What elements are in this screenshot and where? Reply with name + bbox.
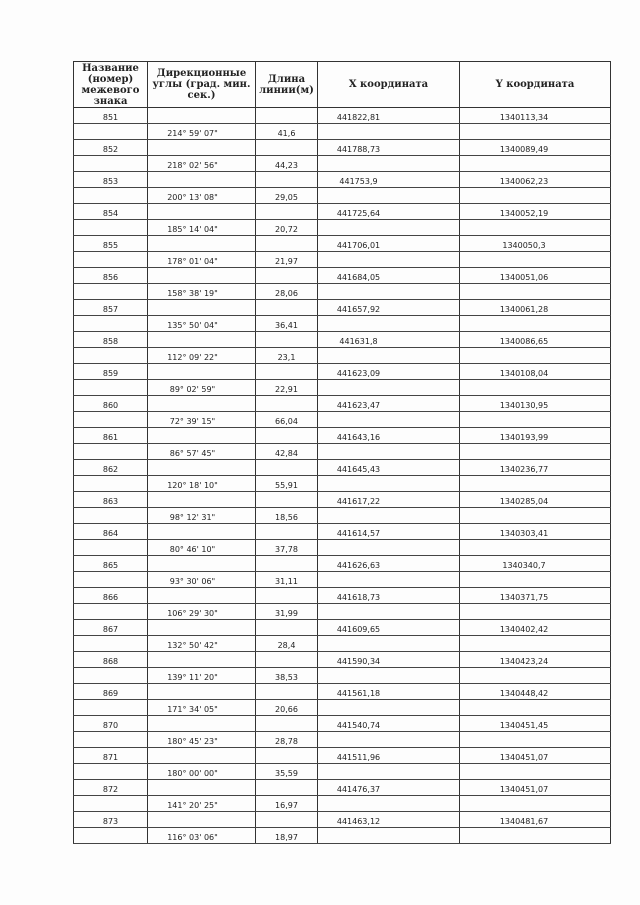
empty-cell — [460, 636, 611, 652]
line-length: 18,97 — [256, 828, 318, 844]
y-coordinate: 1340089,49 — [460, 140, 611, 156]
line-length: 55,91 — [256, 476, 318, 492]
empty-cell — [148, 524, 256, 540]
direction-angle: 180° 00' 00" — [148, 764, 256, 780]
empty-cell — [318, 252, 460, 268]
mark-name: 869 — [74, 684, 148, 700]
empty-cell — [74, 188, 148, 204]
empty-cell — [318, 476, 460, 492]
empty-cell — [318, 284, 460, 300]
empty-cell — [74, 444, 148, 460]
table-row — [74, 236, 611, 252]
table-row — [74, 348, 611, 364]
empty-cell — [318, 572, 460, 588]
line-length: 31,99 — [256, 604, 318, 620]
empty-cell — [148, 204, 256, 220]
table-body — [74, 108, 611, 844]
direction-angle: 98° 12' 31" — [148, 508, 256, 524]
empty-cell — [256, 524, 318, 540]
mark-name: 851 — [74, 108, 148, 124]
empty-cell — [460, 380, 611, 396]
empty-cell — [74, 380, 148, 396]
empty-cell — [148, 652, 256, 668]
x-coordinate: 441623,47 — [318, 396, 460, 412]
empty-cell — [74, 668, 148, 684]
empty-cell — [318, 828, 460, 844]
table-row — [74, 300, 611, 316]
header-y-coordinate: Y координата — [460, 62, 611, 108]
empty-cell — [318, 380, 460, 396]
empty-cell — [74, 604, 148, 620]
header-x-coordinate: X координата — [318, 62, 460, 108]
line-length: 28,06 — [256, 284, 318, 300]
empty-cell — [74, 284, 148, 300]
empty-cell — [256, 780, 318, 796]
y-coordinate: 1340193,99 — [460, 428, 611, 444]
empty-cell — [256, 556, 318, 572]
header-direction-angle: Дирекционные углы (град. мин. сек.) — [148, 62, 256, 108]
table-row — [74, 268, 611, 284]
empty-cell — [148, 428, 256, 444]
mark-name: 865 — [74, 556, 148, 572]
empty-cell — [318, 636, 460, 652]
line-length: 28,78 — [256, 732, 318, 748]
direction-angle: 158° 38' 19" — [148, 284, 256, 300]
empty-cell — [256, 396, 318, 412]
table-row — [74, 492, 611, 508]
mark-name: 860 — [74, 396, 148, 412]
table-row — [74, 364, 611, 380]
mark-name: 857 — [74, 300, 148, 316]
empty-cell — [256, 588, 318, 604]
empty-cell — [460, 668, 611, 684]
empty-cell — [460, 284, 611, 300]
empty-cell — [460, 156, 611, 172]
empty-cell — [256, 428, 318, 444]
empty-cell — [148, 236, 256, 252]
empty-cell — [318, 508, 460, 524]
empty-cell — [256, 748, 318, 764]
x-coordinate: 441643,16 — [318, 428, 460, 444]
y-coordinate: 1340062,23 — [460, 172, 611, 188]
table-row — [74, 588, 611, 604]
empty-cell — [148, 300, 256, 316]
direction-angle: 218° 02' 56" — [148, 156, 256, 172]
table-row — [74, 380, 611, 396]
direction-angle: 178° 01' 04" — [148, 252, 256, 268]
empty-cell — [148, 268, 256, 284]
empty-cell — [148, 396, 256, 412]
empty-cell — [318, 700, 460, 716]
table-row — [74, 652, 611, 668]
empty-cell — [256, 652, 318, 668]
x-coordinate: 441618,73 — [318, 588, 460, 604]
y-coordinate: 1340451,45 — [460, 716, 611, 732]
empty-cell — [74, 636, 148, 652]
table-row — [74, 684, 611, 700]
line-length: 41,6 — [256, 124, 318, 140]
table-row — [74, 332, 611, 348]
y-coordinate: 1340050,3 — [460, 236, 611, 252]
empty-cell — [256, 364, 318, 380]
table-row — [74, 428, 611, 444]
mark-name: 854 — [74, 204, 148, 220]
x-coordinate: 441684,05 — [318, 268, 460, 284]
empty-cell — [148, 716, 256, 732]
line-length: 18,56 — [256, 508, 318, 524]
direction-angle: 80° 46' 10" — [148, 540, 256, 556]
table-row — [74, 124, 611, 140]
table-row — [74, 796, 611, 812]
empty-cell — [460, 220, 611, 236]
direction-angle: 180° 45' 23" — [148, 732, 256, 748]
line-length: 16,97 — [256, 796, 318, 812]
empty-cell — [460, 188, 611, 204]
table-row — [74, 828, 611, 844]
x-coordinate: 441609,65 — [318, 620, 460, 636]
empty-cell — [460, 508, 611, 524]
empty-cell — [148, 748, 256, 764]
empty-cell — [318, 668, 460, 684]
y-coordinate: 1340340,7 — [460, 556, 611, 572]
empty-cell — [256, 460, 318, 476]
y-coordinate: 1340086,65 — [460, 332, 611, 348]
header-mark-name: Название (номер) межевого знака — [74, 62, 148, 108]
line-length: 31,11 — [256, 572, 318, 588]
empty-cell — [318, 348, 460, 364]
empty-cell — [74, 508, 148, 524]
direction-angle: 139° 11' 20" — [148, 668, 256, 684]
empty-cell — [74, 252, 148, 268]
x-coordinate: 441626,63 — [318, 556, 460, 572]
line-length: 23,1 — [256, 348, 318, 364]
table-row — [74, 252, 611, 268]
empty-cell — [148, 172, 256, 188]
x-coordinate: 441614,57 — [318, 524, 460, 540]
table-row — [74, 556, 611, 572]
line-length: 22,91 — [256, 380, 318, 396]
table-row — [74, 108, 611, 124]
empty-cell — [74, 412, 148, 428]
table-row — [74, 396, 611, 412]
empty-cell — [148, 588, 256, 604]
direction-angle: 135° 50' 04" — [148, 316, 256, 332]
header-line-length: Длина линии(м) — [256, 62, 318, 108]
x-coordinate: 441725,64 — [318, 204, 460, 220]
empty-cell — [148, 620, 256, 636]
empty-cell — [74, 156, 148, 172]
empty-cell — [318, 764, 460, 780]
y-coordinate: 1340423,24 — [460, 652, 611, 668]
direction-angle: 141° 20' 25" — [148, 796, 256, 812]
x-coordinate: 441511,96 — [318, 748, 460, 764]
y-coordinate: 1340051,06 — [460, 268, 611, 284]
empty-cell — [460, 572, 611, 588]
line-length: 37,78 — [256, 540, 318, 556]
y-coordinate: 1340448,42 — [460, 684, 611, 700]
direction-angle: 200° 13' 08" — [148, 188, 256, 204]
mark-name: 861 — [74, 428, 148, 444]
empty-cell — [148, 492, 256, 508]
empty-cell — [74, 316, 148, 332]
y-coordinate: 1340113,34 — [460, 108, 611, 124]
table-row — [74, 620, 611, 636]
y-coordinate: 1340052,19 — [460, 204, 611, 220]
empty-cell — [460, 604, 611, 620]
empty-cell — [74, 476, 148, 492]
line-length: 21,97 — [256, 252, 318, 268]
empty-cell — [318, 188, 460, 204]
direction-angle: 132° 50' 42" — [148, 636, 256, 652]
direction-angle: 106° 29' 30" — [148, 604, 256, 620]
empty-cell — [256, 204, 318, 220]
direction-angle: 214° 59' 07" — [148, 124, 256, 140]
empty-cell — [460, 764, 611, 780]
x-coordinate: 441540,74 — [318, 716, 460, 732]
x-coordinate: 441753,9 — [318, 172, 460, 188]
empty-cell — [318, 796, 460, 812]
empty-cell — [460, 540, 611, 556]
line-length: 44,23 — [256, 156, 318, 172]
mark-name: 866 — [74, 588, 148, 604]
empty-cell — [148, 684, 256, 700]
empty-cell — [256, 172, 318, 188]
empty-cell — [460, 252, 611, 268]
line-length: 36,41 — [256, 316, 318, 332]
x-coordinate: 441631,8 — [318, 332, 460, 348]
empty-cell — [148, 460, 256, 476]
x-coordinate: 441623,09 — [318, 364, 460, 380]
table-row — [74, 476, 611, 492]
x-coordinate: 441822,81 — [318, 108, 460, 124]
table-row — [74, 700, 611, 716]
empty-cell — [460, 348, 611, 364]
line-length: 28,4 — [256, 636, 318, 652]
table-row — [74, 668, 611, 684]
mark-name: 871 — [74, 748, 148, 764]
empty-cell — [74, 540, 148, 556]
mark-name: 870 — [74, 716, 148, 732]
empty-cell — [148, 332, 256, 348]
x-coordinate: 441788,73 — [318, 140, 460, 156]
y-coordinate: 1340236,77 — [460, 460, 611, 476]
table-row — [74, 220, 611, 236]
x-coordinate: 441463,12 — [318, 812, 460, 828]
empty-cell — [460, 476, 611, 492]
mark-name: 863 — [74, 492, 148, 508]
empty-cell — [318, 540, 460, 556]
y-coordinate: 1340303,41 — [460, 524, 611, 540]
empty-cell — [460, 444, 611, 460]
empty-cell — [74, 764, 148, 780]
mark-name: 858 — [74, 332, 148, 348]
empty-cell — [256, 300, 318, 316]
mark-name: 867 — [74, 620, 148, 636]
empty-cell — [148, 108, 256, 124]
table-row — [74, 540, 611, 556]
mark-name: 873 — [74, 812, 148, 828]
line-length: 66,04 — [256, 412, 318, 428]
table-header-row — [74, 62, 611, 108]
table-row — [74, 156, 611, 172]
direction-angle: 116° 03' 06" — [148, 828, 256, 844]
mark-name: 862 — [74, 460, 148, 476]
x-coordinate: 441590,34 — [318, 652, 460, 668]
empty-cell — [74, 124, 148, 140]
empty-cell — [148, 780, 256, 796]
table-row — [74, 572, 611, 588]
mark-name: 864 — [74, 524, 148, 540]
y-coordinate: 1340108,04 — [460, 364, 611, 380]
line-length: 42,84 — [256, 444, 318, 460]
empty-cell — [256, 268, 318, 284]
empty-cell — [460, 732, 611, 748]
empty-cell — [74, 828, 148, 844]
line-length: 20,66 — [256, 700, 318, 716]
y-coordinate: 1340371,75 — [460, 588, 611, 604]
table-row — [74, 732, 611, 748]
table-row — [74, 188, 611, 204]
line-length: 35,59 — [256, 764, 318, 780]
empty-cell — [318, 124, 460, 140]
y-coordinate: 1340451,07 — [460, 780, 611, 796]
x-coordinate: 441476,37 — [318, 780, 460, 796]
y-coordinate: 1340402,42 — [460, 620, 611, 636]
empty-cell — [318, 316, 460, 332]
empty-cell — [256, 684, 318, 700]
table-row — [74, 524, 611, 540]
table-row — [74, 604, 611, 620]
direction-angle: 185° 14' 04" — [148, 220, 256, 236]
mark-name: 853 — [74, 172, 148, 188]
empty-cell — [256, 620, 318, 636]
x-coordinate: 441617,22 — [318, 492, 460, 508]
table-row — [74, 716, 611, 732]
table-row — [74, 412, 611, 428]
empty-cell — [318, 156, 460, 172]
empty-cell — [460, 412, 611, 428]
empty-cell — [74, 572, 148, 588]
direction-angle: 93° 30' 06" — [148, 572, 256, 588]
empty-cell — [460, 796, 611, 812]
table-row — [74, 204, 611, 220]
empty-cell — [148, 556, 256, 572]
table-row — [74, 780, 611, 796]
table-row — [74, 748, 611, 764]
table-row — [74, 316, 611, 332]
empty-cell — [256, 492, 318, 508]
empty-cell — [256, 236, 318, 252]
mark-name: 868 — [74, 652, 148, 668]
line-length: 38,53 — [256, 668, 318, 684]
line-length: 20,72 — [256, 220, 318, 236]
mark-name: 855 — [74, 236, 148, 252]
empty-cell — [256, 332, 318, 348]
empty-cell — [318, 604, 460, 620]
empty-cell — [318, 732, 460, 748]
empty-cell — [74, 220, 148, 236]
direction-angle: 72° 39' 15" — [148, 412, 256, 428]
mark-name: 856 — [74, 268, 148, 284]
empty-cell — [460, 828, 611, 844]
direction-angle: 112° 09' 22" — [148, 348, 256, 364]
table-row — [74, 812, 611, 828]
mark-name: 872 — [74, 780, 148, 796]
table-row — [74, 508, 611, 524]
empty-cell — [318, 444, 460, 460]
empty-cell — [256, 140, 318, 156]
empty-cell — [460, 316, 611, 332]
empty-cell — [256, 108, 318, 124]
x-coordinate: 441645,43 — [318, 460, 460, 476]
y-coordinate: 1340481,67 — [460, 812, 611, 828]
y-coordinate: 1340451,07 — [460, 748, 611, 764]
table-row — [74, 444, 611, 460]
x-coordinate: 441657,92 — [318, 300, 460, 316]
mark-name: 852 — [74, 140, 148, 156]
table-row — [74, 140, 611, 156]
table-row — [74, 460, 611, 476]
empty-cell — [460, 700, 611, 716]
empty-cell — [256, 716, 318, 732]
empty-cell — [460, 124, 611, 140]
mark-name: 859 — [74, 364, 148, 380]
empty-cell — [74, 796, 148, 812]
direction-angle: 171° 34' 05" — [148, 700, 256, 716]
empty-cell — [148, 364, 256, 380]
empty-cell — [148, 812, 256, 828]
line-length: 29,05 — [256, 188, 318, 204]
empty-cell — [74, 348, 148, 364]
boundary-coordinates-table — [73, 61, 611, 844]
y-coordinate: 1340285,04 — [460, 492, 611, 508]
x-coordinate: 441561,18 — [318, 684, 460, 700]
table-row — [74, 636, 611, 652]
x-coordinate: 441706,01 — [318, 236, 460, 252]
empty-cell — [318, 412, 460, 428]
empty-cell — [318, 220, 460, 236]
empty-cell — [74, 732, 148, 748]
empty-cell — [148, 140, 256, 156]
table-row — [74, 284, 611, 300]
table-row — [74, 764, 611, 780]
table-row — [74, 172, 611, 188]
direction-angle: 89° 02' 59" — [148, 380, 256, 396]
y-coordinate: 1340130,95 — [460, 396, 611, 412]
empty-cell — [256, 812, 318, 828]
y-coordinate: 1340061,28 — [460, 300, 611, 316]
empty-cell — [74, 700, 148, 716]
direction-angle: 120° 18' 10" — [148, 476, 256, 492]
direction-angle: 86° 57' 45" — [148, 444, 256, 460]
